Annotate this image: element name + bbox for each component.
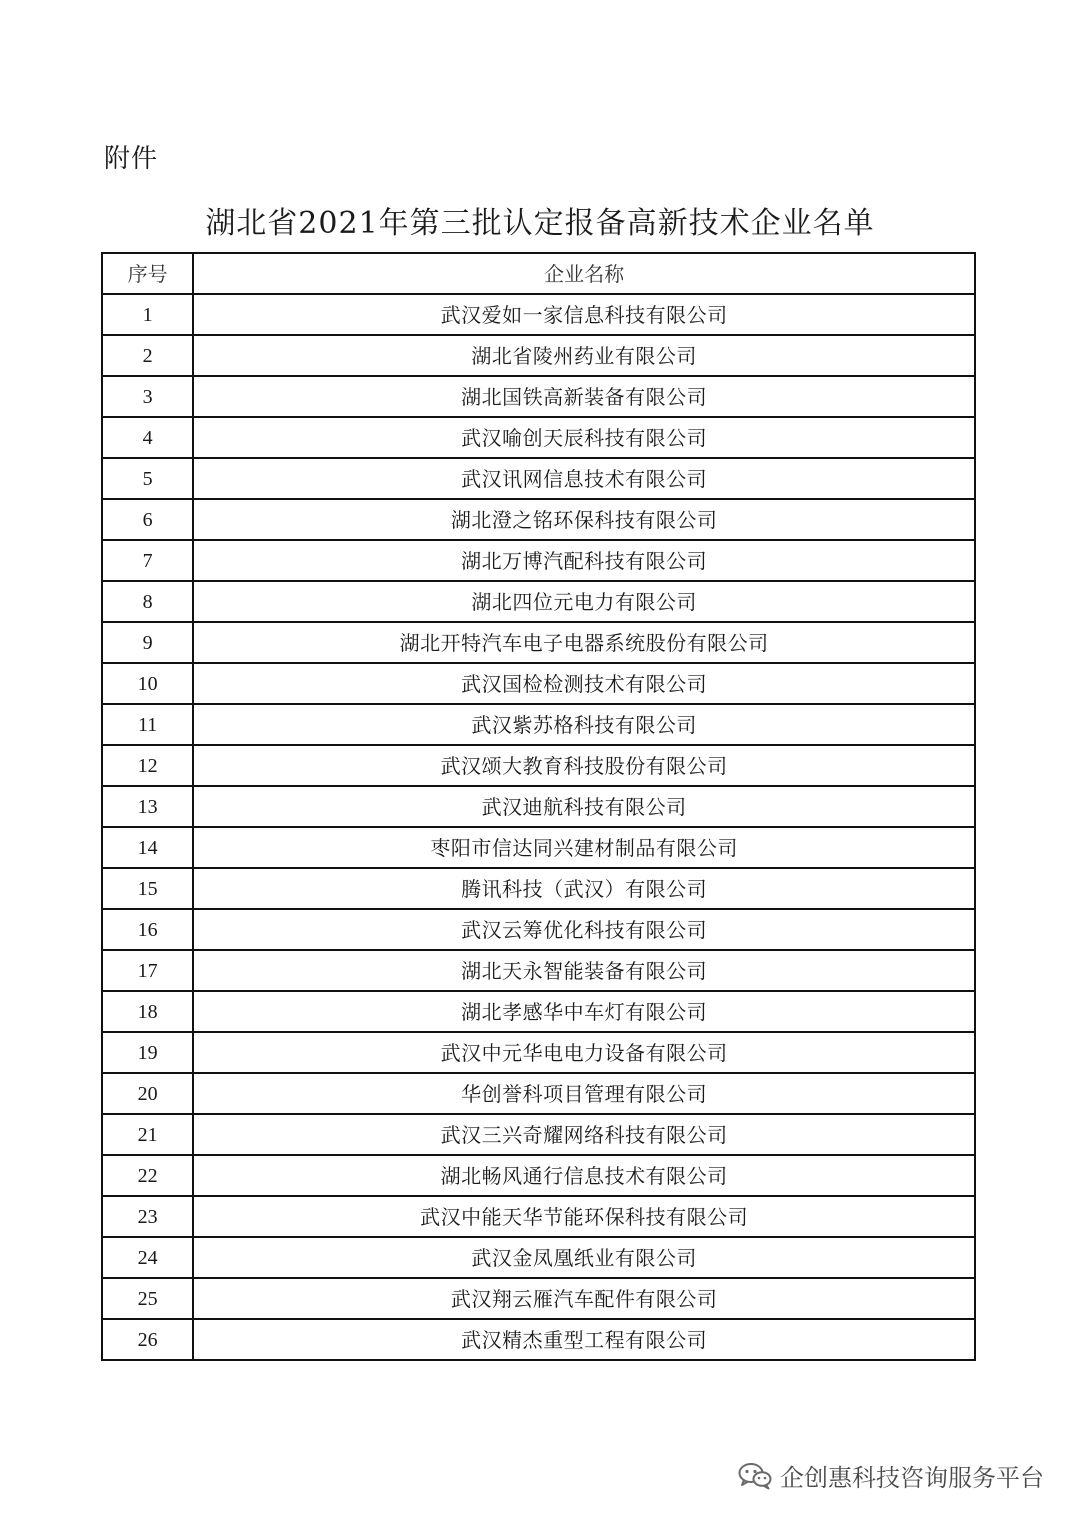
row-enterprise-name: 湖北开特汽车电子电器系统股份有限公司	[193, 622, 975, 663]
table-row	[102, 950, 975, 991]
row-index: 8	[102, 581, 193, 622]
row-index: 18	[102, 991, 193, 1032]
row-enterprise-name: 武汉翔云雁汽车配件有限公司	[193, 1278, 975, 1319]
watermark-text: 企创惠科技咨询服务平台	[780, 1464, 1044, 1492]
table-row	[102, 704, 975, 745]
row-index: 4	[102, 417, 193, 458]
table-row	[102, 581, 975, 622]
row-index: 14	[102, 827, 193, 868]
watermark	[738, 1458, 1044, 1493]
row-enterprise-name: 湖北孝感华中车灯有限公司	[193, 991, 975, 1032]
row-enterprise-name: 湖北畅风通行信息技术有限公司	[193, 1155, 975, 1196]
row-enterprise-name: 武汉金凤凰纸业有限公司	[193, 1237, 975, 1278]
row-enterprise-name: 湖北省陵州药业有限公司	[193, 335, 975, 376]
row-index: 13	[102, 786, 193, 827]
row-enterprise-name: 武汉迪航科技有限公司	[193, 786, 975, 827]
row-index: 21	[102, 1114, 193, 1155]
row-index: 16	[102, 909, 193, 950]
row-index: 25	[102, 1278, 193, 1319]
row-enterprise-name: 湖北国铁高新装备有限公司	[193, 376, 975, 417]
row-index: 23	[102, 1196, 193, 1237]
table-row	[102, 827, 975, 868]
table-row	[102, 294, 975, 335]
row-index: 2	[102, 335, 193, 376]
table-row	[102, 417, 975, 458]
table-row	[102, 622, 975, 663]
row-index: 10	[102, 663, 193, 704]
row-enterprise-name: 湖北天永智能装备有限公司	[193, 950, 975, 991]
row-enterprise-name: 武汉国检检测技术有限公司	[193, 663, 975, 704]
row-index: 6	[102, 499, 193, 540]
table-header-row	[102, 253, 975, 294]
table-row	[102, 1319, 975, 1360]
table-body	[102, 294, 975, 1360]
row-index: 7	[102, 540, 193, 581]
row-enterprise-name: 武汉云筹优化科技有限公司	[193, 909, 975, 950]
row-enterprise-name: 武汉爱如一家信息科技有限公司	[193, 294, 975, 335]
table-row	[102, 1114, 975, 1155]
row-enterprise-name: 武汉精杰重型工程有限公司	[193, 1319, 975, 1360]
table-row	[102, 499, 975, 540]
row-index: 1	[102, 294, 193, 335]
table-row	[102, 663, 975, 704]
table-row	[102, 1032, 975, 1073]
page-title: 湖北省2021年第三批认定报备高新技术企业名单	[205, 206, 875, 241]
table-row	[102, 458, 975, 499]
row-index: 24	[102, 1237, 193, 1278]
row-enterprise-name: 华创誉科项目管理有限公司	[193, 1073, 975, 1114]
table-row	[102, 991, 975, 1032]
row-enterprise-name: 武汉三兴奇耀网络科技有限公司	[193, 1114, 975, 1155]
enterprise-list-table	[101, 252, 976, 1361]
table-row	[102, 1278, 975, 1319]
row-enterprise-name: 武汉讯网信息技术有限公司	[193, 458, 975, 499]
row-index: 22	[102, 1155, 193, 1196]
table-row	[102, 745, 975, 786]
row-index: 5	[102, 458, 193, 499]
row-enterprise-name: 枣阳市信达同兴建材制品有限公司	[193, 827, 975, 868]
header-index: 序号	[102, 253, 193, 294]
table-row	[102, 868, 975, 909]
row-index: 17	[102, 950, 193, 991]
row-index: 12	[102, 745, 193, 786]
row-index: 26	[102, 1319, 193, 1360]
table-row	[102, 909, 975, 950]
row-enterprise-name: 武汉颂大教育科技股份有限公司	[193, 745, 975, 786]
row-index: 15	[102, 868, 193, 909]
table-row	[102, 1196, 975, 1237]
table-row	[102, 335, 975, 376]
row-index: 11	[102, 704, 193, 745]
row-index: 19	[102, 1032, 193, 1073]
table-row	[102, 1073, 975, 1114]
row-enterprise-name: 武汉紫苏格科技有限公司	[193, 704, 975, 745]
wechat-icon	[738, 1462, 772, 1490]
row-index: 9	[102, 622, 193, 663]
row-enterprise-name: 湖北四位元电力有限公司	[193, 581, 975, 622]
table-row	[102, 1155, 975, 1196]
row-index: 20	[102, 1073, 193, 1114]
table-row	[102, 540, 975, 581]
row-enterprise-name: 武汉喻创天辰科技有限公司	[193, 417, 975, 458]
row-enterprise-name: 湖北万博汽配科技有限公司	[193, 540, 975, 581]
row-enterprise-name: 武汉中能天华节能环保科技有限公司	[193, 1196, 975, 1237]
row-index: 3	[102, 376, 193, 417]
row-enterprise-name: 湖北澄之铭环保科技有限公司	[193, 499, 975, 540]
attachment-label: 附件	[104, 144, 159, 174]
header-name: 企业名称	[193, 253, 975, 294]
row-enterprise-name: 腾讯科技（武汉）有限公司	[193, 868, 975, 909]
table-row	[102, 376, 975, 417]
table-row	[102, 1237, 975, 1278]
table-row	[102, 786, 975, 827]
row-enterprise-name: 武汉中元华电电力设备有限公司	[193, 1032, 975, 1073]
